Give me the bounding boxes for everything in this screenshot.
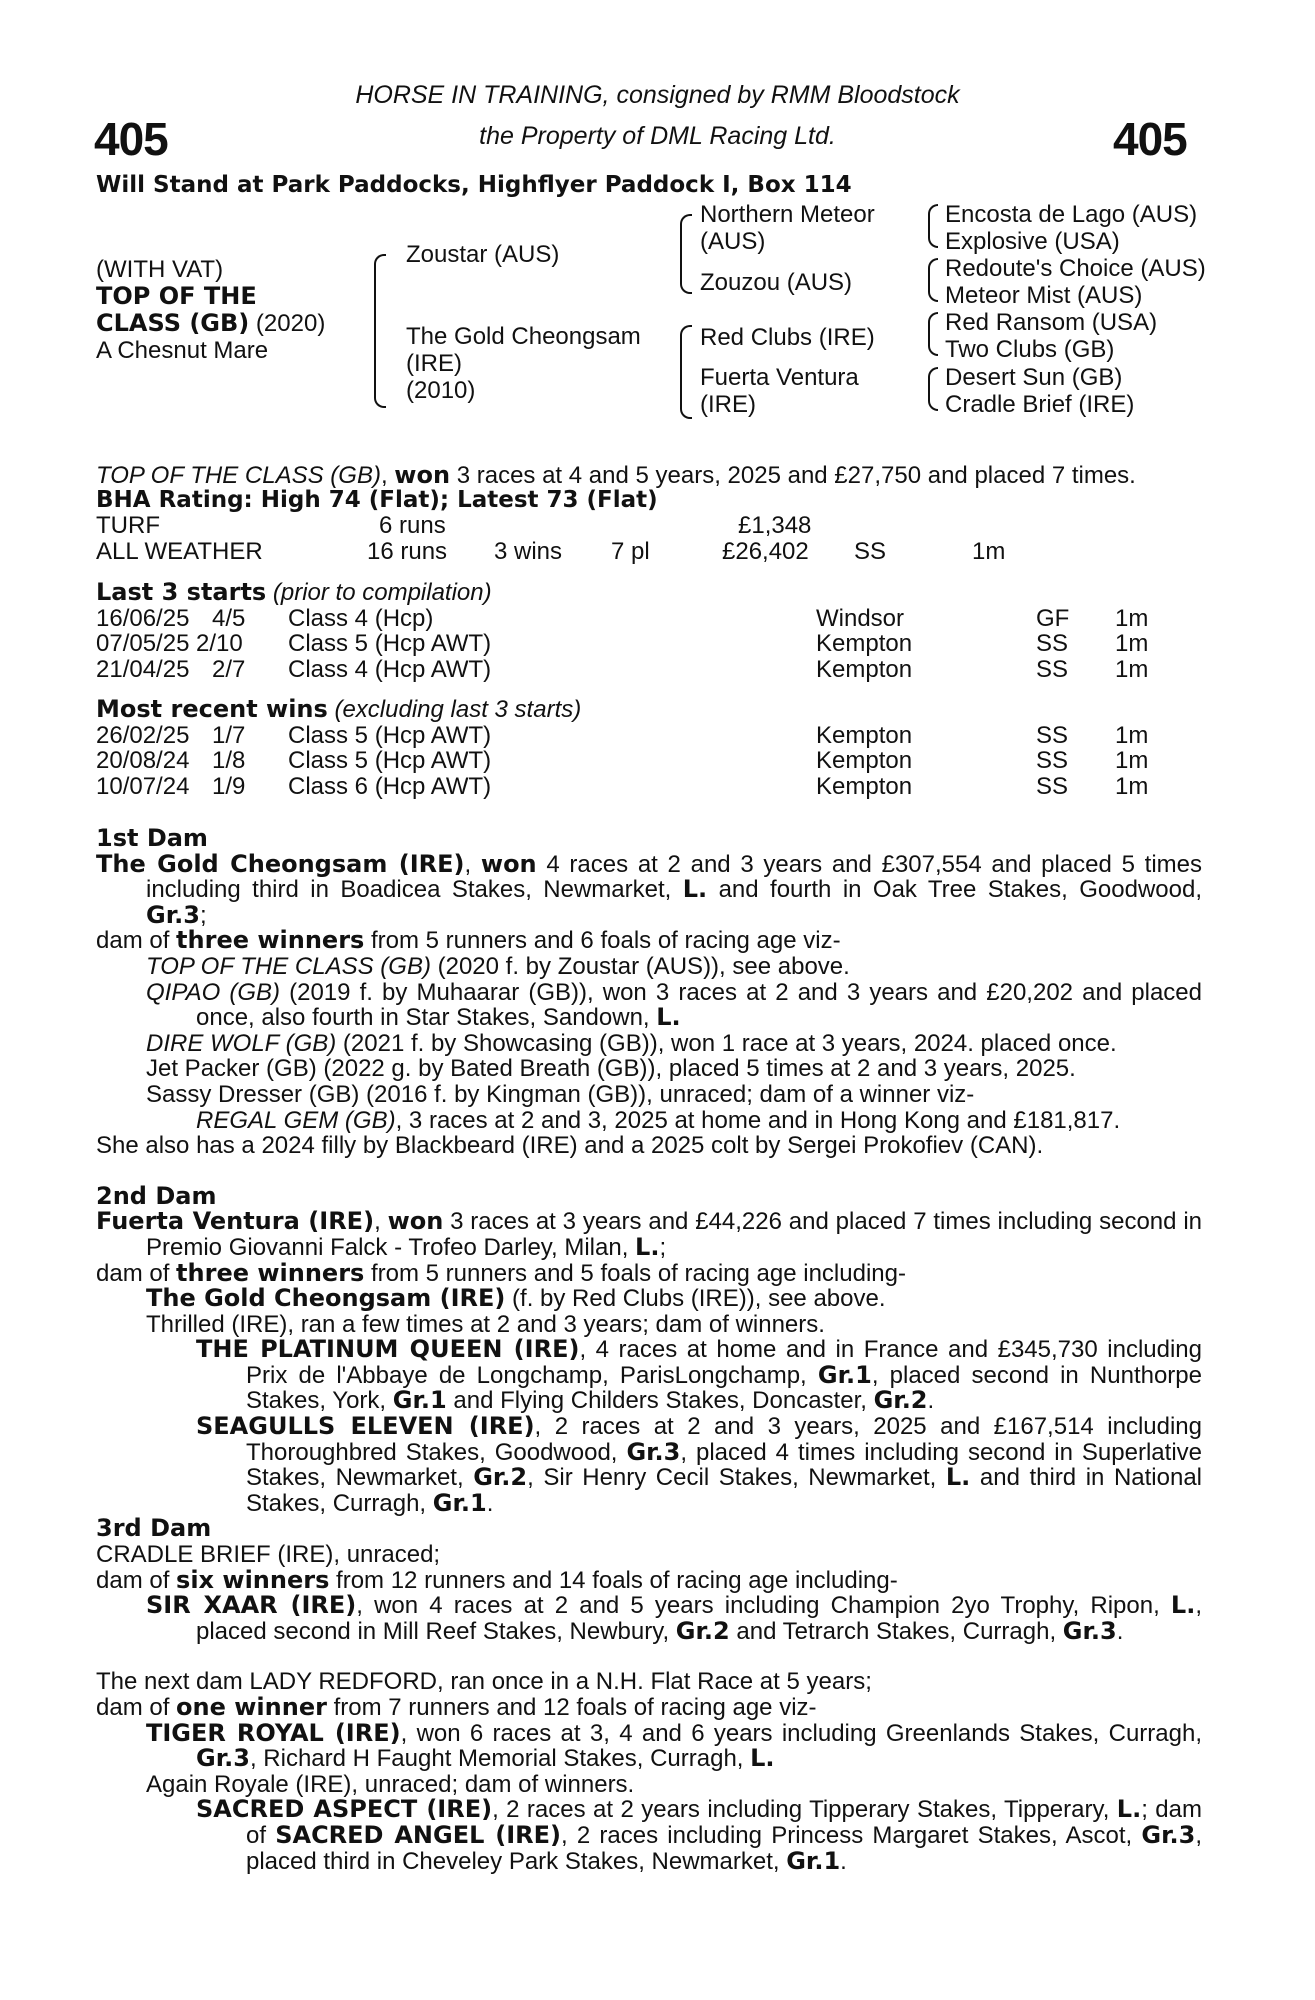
- progeny-text: , 3 races at 2 and 3, 2025 at home and in Hong Kong and £181,817.: [395, 1106, 1121, 1134]
- pedigree-sdd: Meteor Mist (AUS): [945, 282, 1143, 309]
- pedigree-brace-main: [374, 254, 386, 408]
- run-race: Class 5 (Hcp AWT): [288, 721, 492, 749]
- vat-note: (WITH VAT): [96, 256, 224, 283]
- progeny-text: , placed second in Mill Reef Stakes, Newbury,: [196, 1592, 1203, 1645]
- next-dam-line: The next dam LADY REDFORD, ran once in a N.H. Flat Race at 5 years;: [96, 1668, 872, 1696]
- progeny-text: , won 6 races at 3, 4 and 6 years including Greenlands Stakes, Curragh,: [400, 1719, 1202, 1747]
- first-dam-produce: [96, 928, 1202, 954]
- damof-c: from 5 runners and 6 foals of racing age viz-: [364, 927, 841, 955]
- second-dam-record: Fuerta Ventura (IRE), won 3 races at 3 years and £44,226 and placed 7 times including second in Premio Giovanni Falck - Trofeo Darley, Milan, L.;: [96, 1207, 1203, 1261]
- progeny-text: and third in National Stakes, Curragh,: [246, 1464, 1203, 1517]
- group-marker: Gr.3: [1141, 1820, 1196, 1849]
- list-item: [96, 954, 1202, 980]
- progeny-text: and Tetrarch Stakes, Curragh,: [729, 1617, 1063, 1645]
- progeny-name: SACRED ASPECT (IRE): [196, 1795, 493, 1824]
- pedigree-dam-line3: (2010): [406, 377, 476, 404]
- progeny-text: ; dam of: [246, 1796, 1202, 1849]
- record-surface: TURF: [96, 512, 160, 539]
- progeny-text: , Sir Henry Cecil Stakes, Newmarket,: [527, 1464, 946, 1492]
- record-surface: ALL WEATHER: [96, 537, 263, 565]
- stabling-line: Will Stand at Park Paddocks, Highflyer Paddock I, Box 114: [96, 172, 852, 198]
- record-placed: 7 pl: [611, 537, 650, 565]
- spacer: [96, 1644, 1202, 1669]
- bha-rating: BHA Rating: High 74 (Flat); Latest 73 (Flat): [96, 487, 658, 513]
- horse-description: A Chesnut Mare: [96, 337, 269, 364]
- last3-heading-text: [96, 580, 492, 606]
- group-marker: Gr.3: [626, 1437, 681, 1466]
- group-marker: Gr.2: [873, 1386, 928, 1415]
- pedigree-dam-dam-line2: (IRE): [700, 391, 756, 418]
- second-dam-text-a: 3 races at 3 years and £44,226 and placed 7 times including second in Premio Giovanni Falck - Trofeo Darley, Milan,: [146, 1208, 1203, 1261]
- listed-marker: L.: [1170, 1591, 1196, 1620]
- pedigree-dsd: Two Clubs (GB): [945, 336, 1115, 363]
- record-going: SS: [854, 537, 887, 565]
- progeny-text: .: [840, 1847, 847, 1875]
- run-position: 1/9: [212, 772, 246, 800]
- record-runs: 6 runs: [379, 512, 446, 539]
- run-course: Kempton: [816, 630, 913, 658]
- horse-name-line1: TOP OF THE: [96, 282, 257, 310]
- pedigree-brace-sire: [680, 214, 692, 294]
- summary-text: 3 races at 4 and 5 years, 2025 and £27,750 and placed 7 times.: [450, 462, 1136, 489]
- run-date: 07/05/25: [96, 630, 190, 658]
- pedigree-brace-ss: [928, 204, 938, 248]
- run-race: Class 4 (Hcp AWT): [288, 655, 492, 683]
- run-race: Class 6 (Hcp AWT): [288, 772, 492, 800]
- list-item: [96, 1337, 1202, 1414]
- first-dam-heading: 1st Dam: [96, 824, 208, 852]
- second-dam-name: Fuerta Ventura (IRE): [96, 1207, 375, 1236]
- run-going: SS: [1036, 655, 1069, 683]
- first-dam-text-a: 4 races at 2 and 3 years and £307,554 and placed 5 times including third in Boadicea Stakes, Newmarket,: [146, 850, 1202, 904]
- progeny-text: .: [486, 1489, 494, 1517]
- record-runs: 16 runs: [367, 537, 448, 565]
- damof-c: from 12 runners and 14 foals of racing age including-: [329, 1566, 898, 1594]
- run-course: Kempton: [816, 747, 913, 775]
- run-race: Class 4 (Hcp): [288, 604, 434, 632]
- first-dam-text-c: ;: [199, 901, 207, 929]
- run-date: 21/04/25: [96, 655, 190, 683]
- run-course: Kempton: [816, 772, 913, 800]
- run-position: 1/8: [212, 747, 246, 775]
- summary-comma: ,: [380, 462, 395, 489]
- run-going: SS: [1036, 772, 1069, 800]
- listed-marker: L.: [635, 1232, 660, 1261]
- first-dam-name: The Gold Cheongsam (IRE): [96, 849, 465, 878]
- list-item: Again Royale (IRE), unraced; dam of winners.: [146, 1770, 635, 1798]
- damof-c: from 5 runners and 5 foals of racing age including-: [364, 1259, 906, 1287]
- record-prize: £1,348: [738, 512, 812, 539]
- record-prize: £26,402: [722, 537, 809, 565]
- run-going: SS: [1036, 630, 1069, 658]
- first-dam-text-b: and fourth in Oak Tree Stakes, Goodwood,: [707, 876, 1202, 904]
- pedigree-brace-dd: [928, 367, 938, 411]
- pedigree-sire: Zoustar (AUS): [406, 241, 560, 268]
- list-item: [96, 1797, 1202, 1874]
- third-dam-line: CRADLE BRIEF (IRE), unraced;: [96, 1541, 441, 1569]
- second-dam-produce: [96, 1258, 1202, 1287]
- run-position: 2/7: [212, 655, 246, 683]
- damof-winners: three winners: [176, 926, 365, 955]
- pedigree-dam-dam-line1: Fuerta Ventura: [700, 364, 859, 391]
- race-summary: [96, 462, 1136, 489]
- progeny-name: SEAGULLS ELEVEN (IRE): [196, 1412, 535, 1441]
- listed-marker: L.: [750, 1744, 775, 1773]
- run-position: 4/5: [212, 604, 246, 632]
- listed-marker: L.: [682, 875, 708, 904]
- third-dam-produce: [96, 1565, 1202, 1594]
- listed-marker: L.: [945, 1463, 971, 1492]
- progeny-text: (2019 f. by Muhaarar (GB)), won 3 races at 2 and 3 years and £20,202 and placed once, also fourth in Star Stakes, Sandown,: [196, 978, 1202, 1032]
- progeny-name: The Gold Cheongsam (IRE): [146, 1284, 506, 1313]
- progeny-text: , 2 races including Princess Margaret Stakes, Ascot,: [561, 1821, 1142, 1849]
- second-dam-won: won: [387, 1207, 444, 1236]
- second-dam-text-b: ;: [659, 1233, 667, 1261]
- pedigree-sss: Encosta de Lago (AUS): [945, 201, 1198, 228]
- run-race: Class 5 (Hcp AWT): [288, 630, 492, 658]
- damof-winners: six winners: [176, 1565, 330, 1594]
- next-dam-produce: [96, 1695, 1202, 1721]
- list-item: Jet Packer (GB) (2022 g. by Bated Breath (GB)), placed 5 times at 2 and 3 years, 2025.: [146, 1055, 1076, 1083]
- progeny-text: , won 4 races at 2 and 5 years including Champion 2yo Trophy, Ripon,: [356, 1592, 1171, 1620]
- progeny-text: (2021 f. by Showcasing (GB)), won 1 race at 3 years, 2024. placed once.: [336, 1029, 1117, 1057]
- listed-marker: L.: [656, 1003, 681, 1032]
- run-position: 2/10: [196, 630, 243, 658]
- property-line: the Property of DML Racing Ltd.: [479, 122, 836, 150]
- progeny-text: , placed third in Cheveley Park Stakes, Newmarket,: [246, 1821, 1202, 1875]
- first-dam-also: She also has a 2024 filly by Blackbeard (IRE) and a 2025 colt by Sergei Prokofiev (CAN).: [96, 1132, 1044, 1160]
- summary-horse-name: TOP OF THE CLASS (GB): [96, 462, 381, 489]
- progeny-text: , Richard H Faught Memorial Stakes, Curragh,: [249, 1745, 751, 1773]
- second-dam-heading: 2nd Dam: [96, 1181, 217, 1210]
- list-item: Sassy Dresser (GB) (2016 f. by Kingman (GB)), unraced; dam of a winner viz-: [146, 1080, 975, 1108]
- progeny-text: (2020 f. by Zoustar (AUS)), see above.: [430, 952, 850, 980]
- run-distance: 1m: [1115, 747, 1149, 775]
- group-marker: Gr.1: [432, 1488, 487, 1517]
- pedigree-dds: Desert Sun (GB): [945, 364, 1123, 391]
- dam-pedigree-notes: [96, 826, 1202, 1874]
- run-course: Kempton: [816, 721, 913, 749]
- listed-marker: L.: [1116, 1795, 1142, 1824]
- damof-c: from 7 runners and 12 foals of racing age viz-: [326, 1694, 817, 1721]
- progeny-name: TOP OF THE CLASS (GB): [146, 952, 431, 980]
- progeny-text: , 4 races at home and in France and £345,730 including Prix de l'Abbaye de Longchamp, ParisLongchamp,: [246, 1336, 1203, 1389]
- pedigree-dss: Red Ransom (USA): [945, 309, 1158, 336]
- last3-title: Last 3 starts: [96, 578, 267, 606]
- damof-a: dam of: [96, 1694, 177, 1721]
- list-item: [96, 1031, 1202, 1057]
- group-marker: Gr.1: [392, 1386, 447, 1415]
- progeny-text: , 2 races at 2 and 3 years, 2025 and £167,514 including Thoroughbred Stakes, Goodwood,: [246, 1413, 1202, 1466]
- progeny-name: THE PLATINUM QUEEN (IRE): [196, 1335, 580, 1364]
- run-distance: 1m: [1115, 655, 1149, 683]
- pedigree-sds: Redoute's Choice (AUS): [945, 255, 1206, 282]
- pedigree-sire-dam: Zouzou (AUS): [700, 269, 853, 296]
- list-item: [96, 1593, 1202, 1644]
- list-item: [96, 1414, 1202, 1516]
- lot-number-right: 405: [1113, 113, 1187, 165]
- pedigree-sire-sire-line2: (AUS): [700, 228, 766, 255]
- run-distance: 1m: [1115, 604, 1149, 632]
- summary-won: won: [394, 461, 451, 489]
- list-item: Thrilled (IRE), ran a few times at 2 and 3 years; dam of winners.: [146, 1310, 825, 1338]
- pedigree-ddd: Cradle Brief (IRE): [945, 391, 1135, 418]
- first-dam-record: The Gold Cheongsam (IRE), won 4 races at 2 and 3 years and £307,554 and placed 5 times including third in Boadicea Stakes, Newmarket, L. and fourth in Oak Tree Stakes, Goodwood, Gr.3;: [96, 849, 1202, 929]
- progeny-name: SIR XAAR (IRE): [146, 1591, 357, 1620]
- last3-note: (prior to compilation): [266, 579, 492, 606]
- progeny-name: QIPAO (GB): [146, 978, 281, 1006]
- damof-a: dam of: [96, 927, 177, 955]
- recent-title: Most recent wins: [96, 695, 328, 723]
- pedigree-brace-ds: [928, 312, 938, 356]
- run-course: Windsor: [816, 604, 905, 632]
- progeny-text: , 2 races at 2 years including Tipperary Stakes, Tipperary,: [492, 1796, 1117, 1824]
- pedigree-dam-sire: Red Clubs (IRE): [700, 324, 875, 351]
- pedigree-sire-sire-line1: Northern Meteor: [700, 201, 875, 228]
- pedigree-ssd: Explosive (USA): [945, 228, 1120, 255]
- recent-heading-text: [96, 697, 581, 723]
- list-item: [96, 1718, 1202, 1773]
- third-dam-heading: 3rd Dam: [96, 1514, 212, 1543]
- pedigree-brace-sd: [928, 258, 938, 302]
- lot-number-left: 405: [94, 113, 168, 165]
- run-going: GF: [1036, 604, 1070, 632]
- run-going: SS: [1036, 747, 1069, 775]
- spacer: [96, 1159, 1202, 1184]
- pedigree-dam-line2: (IRE): [406, 350, 462, 377]
- progeny-name: REGAL GEM (GB): [196, 1106, 396, 1134]
- progeny-text: , placed second in Nunthorpe Stakes, York,: [246, 1361, 1202, 1415]
- run-date: 20/08/24: [96, 747, 190, 775]
- group-marker: Gr.1: [817, 1360, 872, 1389]
- group-marker: Gr.1: [786, 1846, 841, 1875]
- pedigree-brace-dam: [680, 325, 692, 419]
- group-marker: Gr.3: [146, 900, 200, 929]
- progeny-name: DIRE WOLF (GB): [146, 1029, 337, 1057]
- run-date: 26/02/25: [96, 721, 190, 749]
- consignment-line: HORSE IN TRAINING, consigned by RMM Bloodstock: [355, 81, 960, 109]
- list-item: [96, 980, 1202, 1031]
- record-wins: 3 wins: [494, 537, 563, 565]
- run-race: Class 5 (Hcp AWT): [288, 747, 492, 775]
- damof-a: dam of: [96, 1566, 177, 1594]
- run-distance: 1m: [1115, 772, 1149, 800]
- list-item: [96, 1108, 1202, 1134]
- run-distance: 1m: [1115, 721, 1149, 749]
- horse-name-part: CLASS (GB): [96, 309, 250, 337]
- first-dam-won: won: [480, 849, 537, 878]
- progeny-text: , placed 4 times including second in Superlative Stakes, Newmarket,: [246, 1438, 1202, 1492]
- record-distance: 1m: [972, 537, 1006, 565]
- progeny-text: (f. by Red Clubs (IRE)), see above.: [505, 1285, 886, 1313]
- group-marker: Gr.3: [196, 1744, 250, 1773]
- run-going: SS: [1036, 721, 1069, 749]
- pedigree-dam-line1: The Gold Cheongsam: [406, 323, 641, 350]
- progeny-text: .: [1116, 1617, 1124, 1645]
- horse-year: (2020): [249, 310, 326, 337]
- damof-a: dam of: [96, 1259, 177, 1287]
- progeny-name: SACRED ANGEL (IRE): [275, 1820, 562, 1849]
- list-item: [96, 1286, 1202, 1312]
- run-distance: 1m: [1115, 630, 1149, 658]
- damof-winners: three winners: [176, 1258, 365, 1287]
- group-marker: Gr.3: [1062, 1616, 1117, 1645]
- horse-name-line2: [96, 310, 325, 337]
- group-marker: Gr.2: [473, 1463, 528, 1492]
- run-position: 1/7: [212, 721, 246, 749]
- damof-winners: one winner: [176, 1693, 327, 1721]
- recent-note: (excluding last 3 starts): [327, 696, 582, 723]
- run-course: Kempton: [816, 655, 913, 683]
- run-date: 16/06/25: [96, 604, 190, 632]
- run-date: 10/07/24: [96, 772, 190, 800]
- progeny-text: and Flying Childers Stakes, Doncaster,: [446, 1387, 874, 1415]
- group-marker: Gr.2: [675, 1616, 730, 1645]
- progeny-text: .: [927, 1387, 935, 1415]
- progeny-name: TIGER ROYAL (IRE): [146, 1718, 401, 1747]
